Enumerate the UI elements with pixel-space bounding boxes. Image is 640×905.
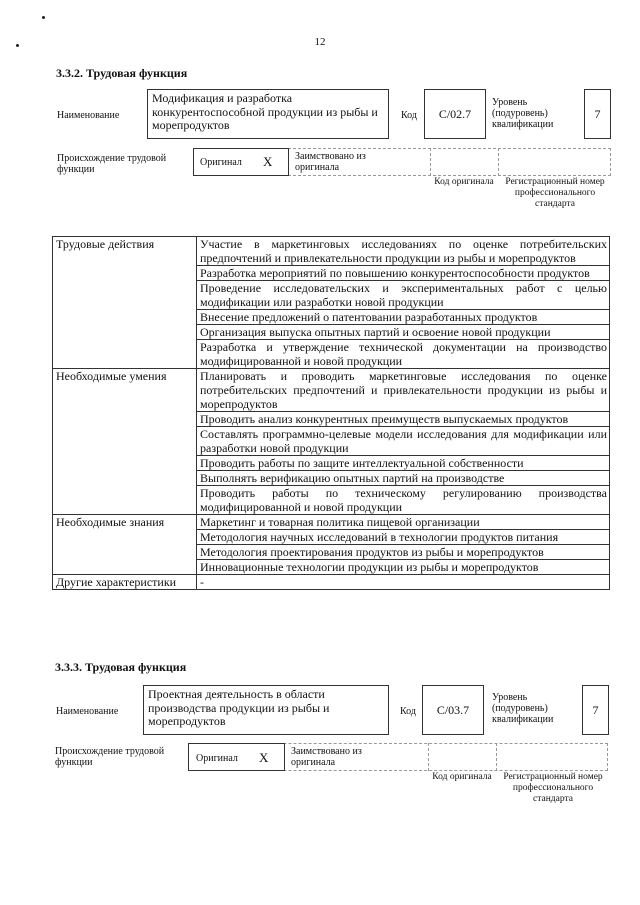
divider	[496, 743, 497, 771]
code-orig-label-333: Код оригинала	[432, 772, 492, 782]
name-value-332: Модификация и разработка конкурентоспособной продукции из рыбы и морепродуктов	[147, 89, 389, 139]
code-orig-label-332: Код оригинала	[434, 177, 494, 187]
original-label-333: Оригинал	[196, 753, 238, 764]
table-row	[53, 575, 610, 590]
section-title-332: 3.3.2. Трудовая функция	[56, 66, 188, 80]
code-label-332: Код	[401, 110, 417, 121]
knowledge-item: Маркетинг и товарная политика пищевой организации	[197, 515, 610, 530]
divider	[498, 148, 499, 176]
code-value-333: C/03.7	[422, 685, 484, 735]
labor-action-category: Трудовые действия	[53, 237, 197, 369]
divider	[428, 743, 429, 771]
skill: Выполнять верификацию опытных партий на производстве	[197, 471, 610, 486]
labor-action: Разработка мероприятий по повышению конкурентоспособности продуктов	[197, 266, 610, 281]
skill-category: Необходимые умения	[53, 369, 197, 515]
level-label-333: Уровень (подуровень) квалификации	[492, 692, 554, 725]
labor-action: Участие в маркетинговых исследованиях по оценке потребительских предпочтений и привлекательности продукции из рыбы и морепродуктов	[197, 237, 610, 266]
scan-speck	[42, 16, 45, 19]
borrowed-label-333: Заимствовано из оригинала	[291, 746, 362, 768]
origin-label-332: Происхождение трудовой функции	[57, 153, 167, 175]
name-value-333: Проектная деятельность в области производства продукции из рыбы и морепродуктов	[143, 685, 389, 735]
skill: Составлять программно-целевые модели исследования для модификации или разработки новой продукции	[197, 427, 610, 456]
table-row	[53, 369, 610, 412]
skill: Планировать и проводить маркетинговые исследования по оценке потребительских предпочтений и привлекательности продукции из рыбы и морепродуктов	[197, 369, 610, 412]
divider	[430, 148, 431, 176]
skill: Проводить работы по техническому регулированию производства модифицированной и новой продукции	[197, 486, 610, 515]
level-value-332: 7	[584, 89, 611, 139]
page-number: 12	[314, 36, 326, 48]
section-title-333: 3.3.3. Трудовая функция	[55, 660, 187, 674]
origin-label-333: Происхождение трудовой функции	[55, 746, 165, 768]
original-mark-332: X	[263, 154, 273, 169]
reg-num-label-333: Регистрационный номер профессионального стандарта	[503, 772, 603, 804]
knowledge-item: Методология проектирования продуктов из рыбы и морепродуктов	[197, 545, 610, 560]
other-category: Другие характеристики	[53, 575, 197, 590]
labor-action: Внесение предложений о патентовании разработанных продуктов	[197, 310, 610, 325]
other-value: -	[197, 575, 610, 590]
skill: Проводить анализ конкурентных преимуществ выпускаемых продуктов	[197, 412, 610, 427]
code-label-333: Код	[400, 706, 416, 717]
level-value-333: 7	[582, 685, 609, 735]
table-row	[53, 237, 610, 266]
knowledge-item: Методология научных исследований в технологии продуктов питания	[197, 530, 610, 545]
labor-action: Разработка и утверждение технической документации на производство модифицированной и новой продукции	[197, 340, 610, 369]
name-label-333: Наименование	[56, 706, 119, 717]
knowledge-item-category: Необходимые знания	[53, 515, 197, 575]
code-value-332: C/02.7	[424, 89, 486, 139]
labor-action: Организация выпуска опытных партий и освоение новой продукции	[197, 325, 610, 340]
knowledge-item: Инновационные технологии продукции из рыбы и морепродуктов	[197, 560, 610, 575]
original-label-332: Оригинал	[200, 157, 242, 168]
original-mark-333: X	[259, 750, 269, 765]
name-label-332: Наименование	[57, 110, 120, 121]
labor-function-table	[52, 236, 610, 590]
skill: Проводить работы по защите интеллектуальной собственности	[197, 456, 610, 471]
labor-action: Проведение исследовательских и экспериментальных работ с целью модификации или разработки новой продукции	[197, 281, 610, 310]
borrowed-label-332: Заимствовано из оригинала	[295, 151, 366, 173]
level-label-332: Уровень (подуровень) квалификации	[492, 97, 554, 130]
table-row	[53, 515, 610, 530]
reg-num-label-332: Регистрационный номер профессионального стандарта	[505, 177, 605, 209]
